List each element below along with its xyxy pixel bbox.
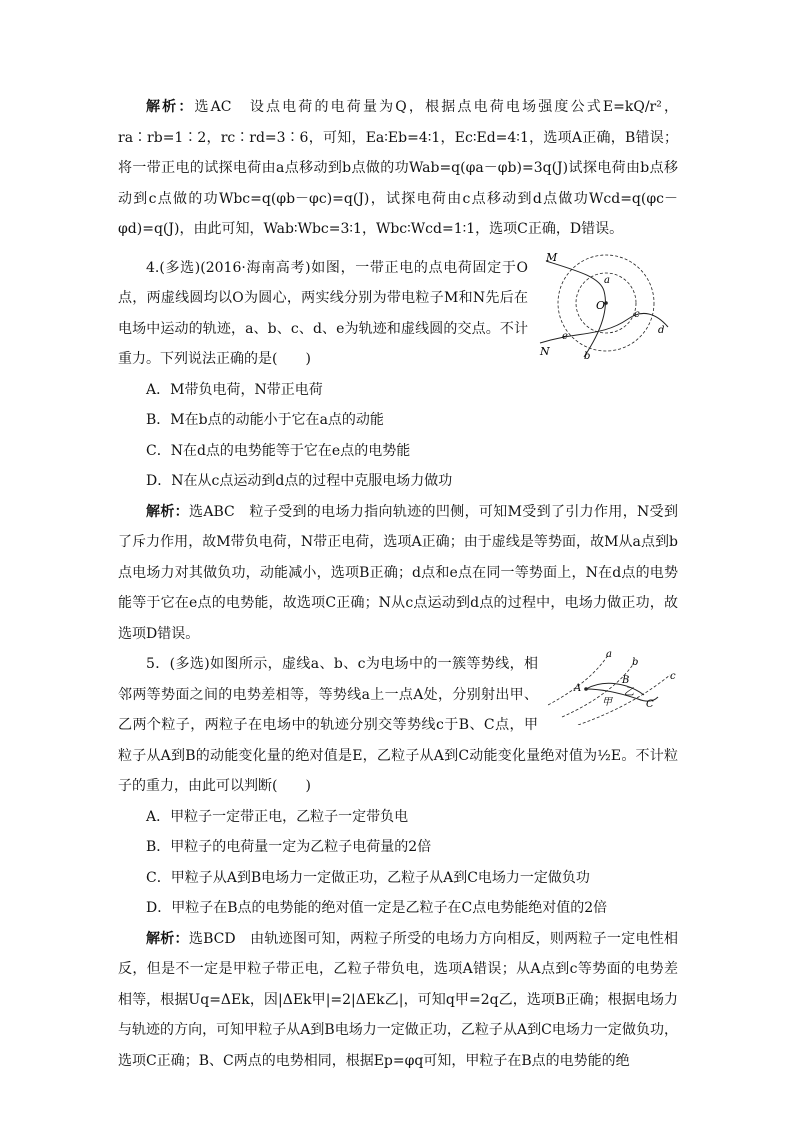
solution-4: [118, 497, 678, 650]
question-4-stem: 4.(多选)(2016·海南高考)如图，一带正电的点电荷固定于O点，两虚线圆均以O为圆心，两实线分别为带电粒子M和N先后在电场中运动的轨迹，a、b、c、d、e为轨迹和虚线圆的交点。不计重力。下列说法正确的是( ): [118, 259, 528, 367]
solution-label: 解析：: [146, 930, 189, 947]
label-a: a: [606, 649, 612, 660]
label-e: e: [562, 330, 568, 342]
label-O: O: [596, 298, 606, 312]
page-content: [118, 92, 678, 1076]
solution-3: [118, 92, 678, 245]
question-4-option-d: D．N在从c点运动到d点的过程中克服电场力做功: [146, 473, 453, 489]
solution-3-text: 选AC 设点电荷的电荷量为Q，根据点电荷电场强度公式E=kQ/r²，ra∶rb=1∶2，rc∶rd=3∶6，可知，Ea∶Eb=4∶1，Ec∶Ed=4∶1，选项A正确，B错误；将一带正电的试探电荷由a点移动到b点做的功Wab=q(φa－φb)=3q(J)试探电荷由b点移动到c点做的功Wbc=q(φb－φc)=q(J)，试探电荷由c点移动到d点做功Wcd=q(φc－φd)=q(J)，由此可知，Wab∶Wbc=3∶1，Wbc∶Wcd=1∶1，选项C正确，D错误。: [118, 99, 679, 237]
label-B: B: [622, 675, 630, 686]
label-c: c: [670, 671, 676, 682]
question-5-option-c: C．甲粒子从A到B电场力一定做正功，乙粒子从A到C电场力一定做负功: [146, 869, 590, 886]
question-5-option-a: A．甲粒子一定带正电，乙粒子一定带负电: [146, 808, 409, 825]
label-M: M: [546, 252, 558, 264]
question-5-stem: 5．(多选)如图所示，虚线a、b、c为电场中的一簇等势线，相邻两等势面之间的电势差相等，等势线a上一点A处，分别射出甲、乙两个粒子，两粒子在电场中的轨迹分别交等势线c于B、C点，甲粒子从A到B的动能变化量的绝对值是E，乙粒子从A到C动能变化量绝对值为½E。不计粒子的重力，由此可以判断( ): [118, 656, 678, 794]
label-N: N: [540, 344, 550, 358]
figure-4-trajectory-diagram: [538, 253, 678, 361]
label-d: d: [658, 324, 665, 336]
solution-label: 解析：: [146, 99, 195, 115]
figure-5-equipotential-diagram: [548, 649, 678, 725]
solution-5: [118, 924, 678, 1077]
label-b: b: [632, 657, 639, 668]
question-5-option-d: D．甲粒子在B点的电势能的绝对值一定是乙粒子在C点电势能绝对值的2倍: [146, 900, 608, 916]
solution-4-text: 选ABC 粒子受到的电场力指向轨迹的凹侧，可知M受到了引力作用，N受到了斥力作用，故M带负电荷，N带正电荷，选项A正确；由于虚线是等势面，故M从a点到b点电场力对其做负功，动能减小，选项B正确；d点和e点在同一等势面上，N在d点的电势能等于它在e点的电势能，故选项C正确；N从c点运动到d点的过程中，电场力做正功，故选项D错误。: [118, 503, 678, 642]
question-4: [118, 253, 678, 650]
question-4-option-b: B．M在b点的动能小于它在a点的动能: [146, 412, 384, 428]
label-a: a: [604, 274, 610, 286]
solution-label: 解析：: [146, 503, 190, 520]
label-b: b: [584, 350, 591, 361]
question-5: [118, 649, 678, 1076]
question-4-option-a: A．M带负电荷，N带正电荷: [146, 381, 323, 398]
question-4-option-c: C．N在d点的电势能等于它在e点的电势能: [146, 442, 411, 459]
label-jia: 甲: [602, 697, 612, 708]
solution-5-text: 选BCD 由轨迹图可知，两粒子所受的电场力方向相反，则两粒子一定电性相反，但是不一定是甲粒子带正电，乙粒子带负电，选项A错误；从A点到c等势面的电势差相等，根据Uq=ΔEk，因|ΔEk甲|=2|ΔEk乙|，可知q甲=2q乙，选项B正确；根据电场力与轨迹的方向，可知甲粒子从A到B电场力一定做正功，乙粒子从A到C电场力一定做负功，选项C正确；B、C两点的电势相同，根据Ep=φq可知，甲粒子在B点的电势能的绝: [118, 930, 679, 1069]
label-c: c: [634, 308, 640, 320]
question-5-option-b: B．甲粒子的电荷量一定为乙粒子电荷量的2倍: [146, 839, 432, 855]
label-yi: 乙: [624, 687, 634, 698]
label-C: C: [646, 699, 654, 710]
label-A: A: [574, 683, 582, 694]
